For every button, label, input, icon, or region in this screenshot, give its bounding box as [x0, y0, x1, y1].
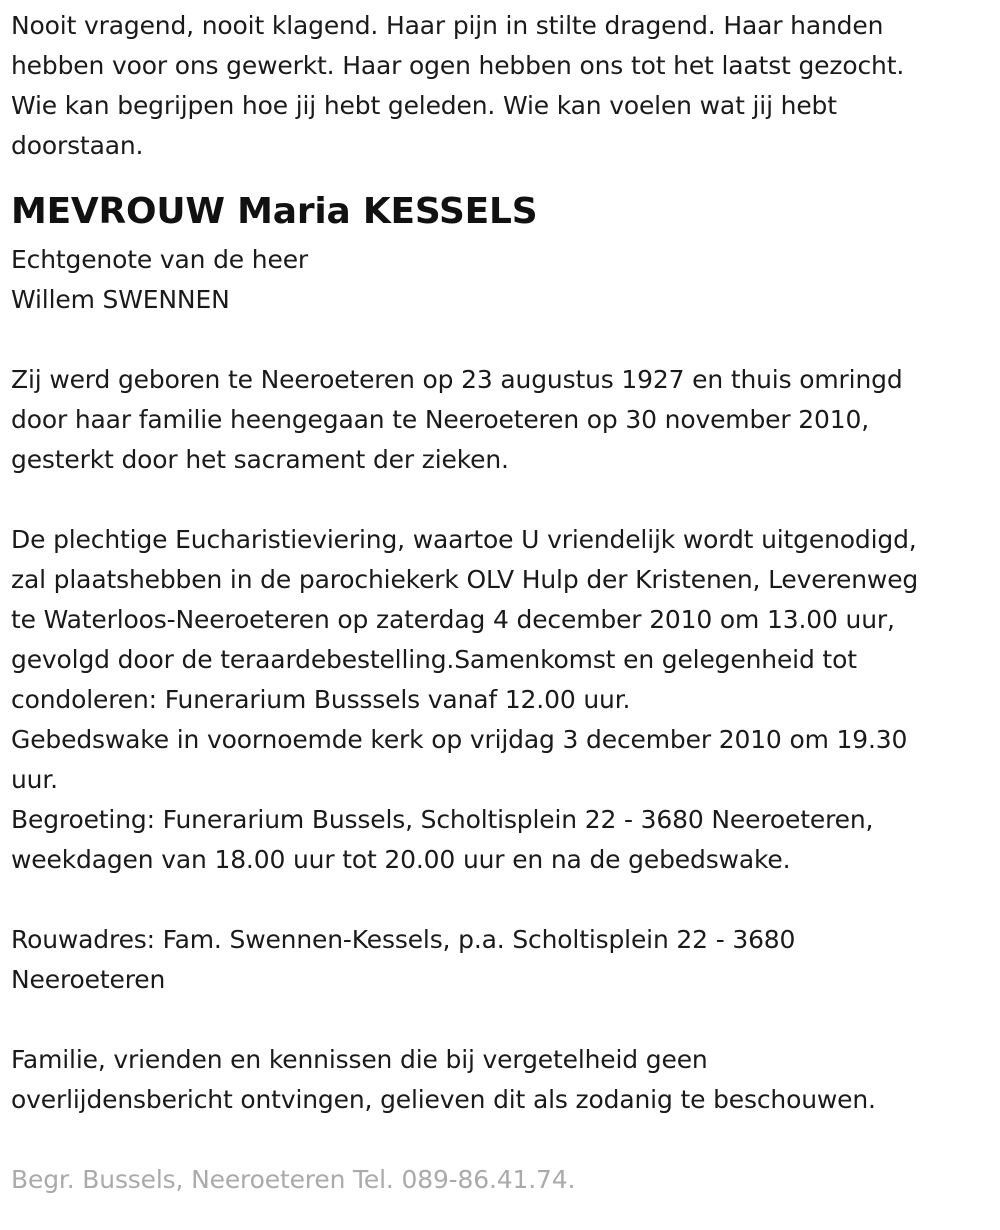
ceremony-line: condoleren: Funerarium Busssels vanaf 12.00 uur.	[11, 685, 631, 714]
spouse-line: Echtgenote van de heer	[11, 245, 309, 274]
ceremony-line: te Waterloos-Neeroeteren op zaterdag 4 december 2010 om 13.00 uur,	[11, 605, 895, 634]
funeral-home-footer: Begr. Bussels, Neeroeteren Tel. 089-86.41.74.	[11, 1165, 576, 1194]
notice-paragraph	[11, 1040, 990, 1120]
notice-line: overlijdensbericht ontvingen, gelieven dit als zodanig te beschouwen.	[11, 1085, 876, 1114]
spacer	[11, 1000, 990, 1040]
birth-death-line: door haar familie heengegaan te Neeroeteren op 30 november 2010,	[11, 405, 870, 434]
poem-paragraph	[11, 6, 990, 166]
ceremony-line: zal plaatshebben in de parochiekerk OLV Hulp der Kristenen, Leverenweg	[11, 565, 919, 594]
spacer	[11, 880, 990, 920]
birth-death-paragraph	[11, 360, 990, 480]
mourning-address-line: Neeroeteren	[11, 965, 166, 994]
ceremony-line: gevolgd door de teraardebestelling.Samenkomst en gelegenheid tot	[11, 645, 857, 674]
poem-line: Wie kan begrijpen hoe jij hebt geleden. Wie kan voelen wat jij hebt	[11, 91, 837, 120]
ceremony-paragraph	[11, 520, 990, 880]
ceremony-line: Gebedswake in voornoemde kerk op vrijdag 3 december 2010 om 19.30	[11, 725, 908, 754]
spouse-paragraph	[11, 240, 990, 320]
poem-line: doorstaan.	[11, 131, 144, 160]
notice-line: Familie, vrienden en kennissen die bij vergetelheid geen	[11, 1045, 708, 1074]
mourning-address-paragraph	[11, 920, 990, 1000]
spacer	[11, 1120, 990, 1160]
spacer	[11, 320, 990, 360]
ceremony-line: Begroeting: Funerarium Bussels, Scholtisplein 22 - 3680 Neeroeteren,	[11, 805, 874, 834]
mourning-address-line: Rouwadres: Fam. Swennen-Kessels, p.a. Scholtisplein 22 - 3680	[11, 925, 796, 954]
birth-death-line: gesterkt door het sacrament der zieken.	[11, 445, 509, 474]
spouse-line: Willem SWENNEN	[11, 285, 230, 314]
ceremony-line: De plechtige Eucharistieviering, waartoe U vriendelijk wordt uitgenodigd,	[11, 525, 917, 554]
deceased-name: MEVROUW Maria KESSELS	[11, 191, 538, 232]
ceremony-line: uur.	[11, 765, 58, 794]
poem-line: hebben voor ons gewerkt. Haar ogen hebben ons tot het laatst gezocht.	[11, 51, 905, 80]
spacer	[11, 480, 990, 520]
birth-death-line: Zij werd geboren te Neeroeteren op 23 augustus 1927 en thuis omringd	[11, 365, 903, 394]
poem-line: Nooit vragend, nooit klagend. Haar pijn in stilte dragend. Haar handen	[11, 11, 884, 40]
ceremony-line: weekdagen van 18.00 uur tot 20.00 uur en na de gebedswake.	[11, 845, 791, 874]
